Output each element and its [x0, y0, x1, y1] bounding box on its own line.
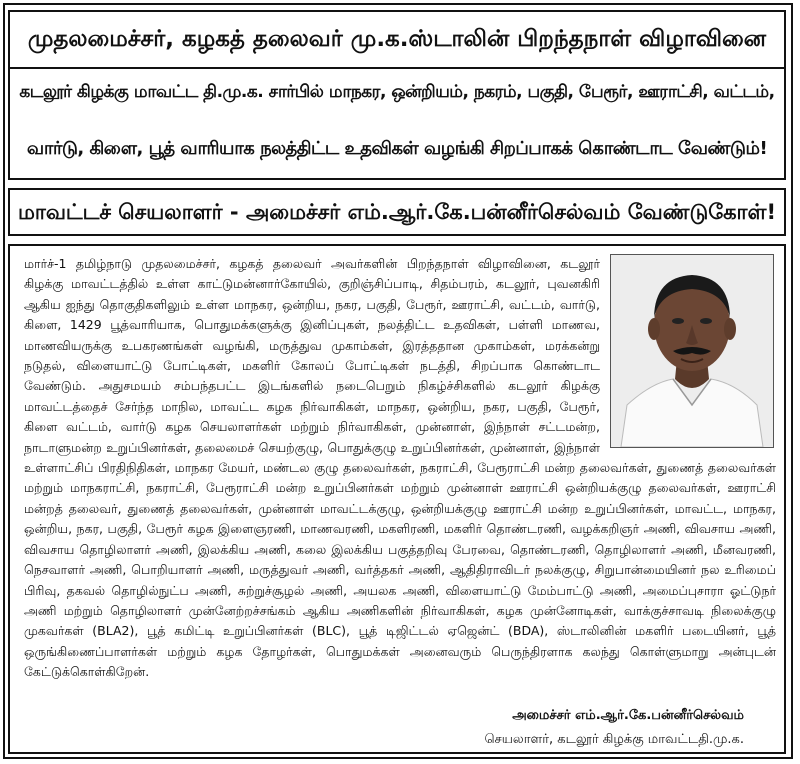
body-box [8, 244, 786, 754]
headline-box [8, 10, 786, 180]
headline-line-1: முதலமைச்சர், கழகத் தலைவர் மு.க.ஸ்டாலின் பிறந்தநாள் விழாவினை [27, 26, 767, 52]
headline-line-2: கடலூர் கிழக்கு மாவட்ட தி.மு.க. சார்பில் மாநகர, ஒன்றியம், நகரம், பகுதி, பேரூர், ஊராட்சி, வட்டம், [19, 82, 775, 102]
body-text [24, 254, 776, 683]
appeal-title: மாவட்டச் செயலாளர் - அமைச்சர் எம்.ஆர்.கே.பன்னீர்செல்வம் வேண்டுகோள்! [17, 200, 777, 224]
headline-line-3: வார்டு, கிளை, பூத் வாரியாக நலத்திட்ட உதவிகள் வழங்கி சிறப்பாகக் கொண்டாட வேண்டும்! [26, 138, 768, 159]
signature-title: செயலாளர், கடலூர் கிழக்கு மாவட்டதி.மு.க. [484, 732, 744, 747]
headline-divider [10, 67, 784, 69]
appeal-box [8, 188, 786, 236]
body-paragraph: மார்ச்-1 தமிழ்நாடு முதலமைச்சர், கழகத் தலைவர் அவர்களின் பிறந்தநாள் விழாவினை, கடலூர் கிழக்கு மாவட்டத்தில் உள்ள காட்டுமன்னார்கோயில், குறிஞ்சிப்பாடி, சிதம்பரம், கடலூர், புவனகிரி ஆகிய ஐந்து தொகுதிகளிலும் உள்ள மாநகர, ஒன்றிய, நகர, பகுதி, பேரூர், ஊராட்சி, வட்டம், வார்டு, கிளை, 1429 பூத்வாரியாக, பொதுமக்களுக்கு இனிப்புகள், நலத்திட்ட உதவிகள், பள்ளி மாணவ, மாணவியருக்கு உபகரணங்கள் வழங்கி, மருத்துவ முகாம்கள், இரத்ததான முகாம்கள், மரக்கன்று நடுதல், விளையாட்டு போட்டிகள், மகளிர் கோலப் போட்டிகள் நடத்தி, சிறப்பாக கொண்டாட வேண்டும். அதுசமயம் சம்பந்தபட்ட இடங்களில் நடைபெறும் நிகழ்ச்சிகளில் கடலூர் கிழக்கு மாவட்டத்தைச் சேர்ந்த மாநில, மாவட்ட கழக நிர்வாகிகள், மாநகர, ஒன்றிய, நகர, பகுதி, பேரூர், கிளை வட்டம், வார்டு கழக செயலாளர்கள் மற்றும் நிர்வாகிகள், முன்னாள், இந்நாள் சட்டமன்ற, நாடாளுமன்ற உறுப்பினர்கள், தலைமைச் செயற்குழு, பொதுக்குழு உறுப்பினர்கள், முன்னாள், இந்நாள் உள்ளாட்சிப் பிரதிநிதிகள், மாநகர மேயர், மண்டல குழு தலைவர்கள், நகராட்சி, பேரூராட்சி மன்ற தலைவர்கள், துணைத் தலைவர்கள் மற்றும் மாநகராட்சி, நகராட்சி, பேரூராட்சி மன்ற உறுப்பினர்கள் மற்றும் முன்னாள் ஊராட்சி ஒன்றியக்குழு தலைவர்கள், ஊராட்சி மன்றத் தலைவர், துணைத் தலைவர்கள், முன்னாள் மாவட்டக்குழு, ஒன்றியக்குழு ஊராட்சி மன்ற உறுப்பினர்கள், மாவட்ட, மாநகர, ஒன்றிய, நகர, பகுதி, பேரூர் கழக இளைஞரணி, மாணவரணி, மகளிரணி, மகளிர் தொண்டரணி, வழக்கறிஞர் அணி, விவசாய அணி, விவசாய தொழிலாளர் அணி, இலக்கிய அணி, கலை இலக்கிய பகுத்தறிவு பேரவை, தொண்டரணி, தொழிலாளர் அணி, மீனவரணி, நெசவாளர் அணி, பொறியாளர் அணி, மருத்துவர் அணி, வர்த்தகர் அணி, ஆதிதிராவிடர் நலக்குழு, சிறுபான்மையினர் நல உரிமைப் பிரிவு, தகவல் தொழில்நுட்ப அணி, சுற்றுச்சூழல் அணி, அயலக அணி, விளையாட்டு மேம்பாட்டு அணி, அமைப்புசாரா ஓட்டுநர் அணி மற்றும் தொழிலாளர் முன்னேற்றச்சங்கம் ஆகிய அணிகளின் நிர்வாகிகள், கழக முன்னோடிகள், வாக்குச்சாவடி நிலைக்குழு முகவர்கள் (BLA2), பூத் கமிட்டி உறுப்பினர்கள் (BLC), பூத் டிஜிட்டல் ஏஜென்ட் (BDA), ஸ்டாலினின் மகளிர் படையினர், பூத் ஒருங்கிணைப்பாளர்கள் மற்றும் கழக தோழர்கள், பொதுமக்கள் அனைவரும் பெருந்திரளாக கலந்து கொள்ளுமாறு அன்புடன் கேட்டுக்கொள்கிறேன். [24, 256, 776, 680]
signature-name: அமைச்சர் எம்.ஆர்.கே.பன்னீர்செல்வம் [512, 708, 744, 723]
